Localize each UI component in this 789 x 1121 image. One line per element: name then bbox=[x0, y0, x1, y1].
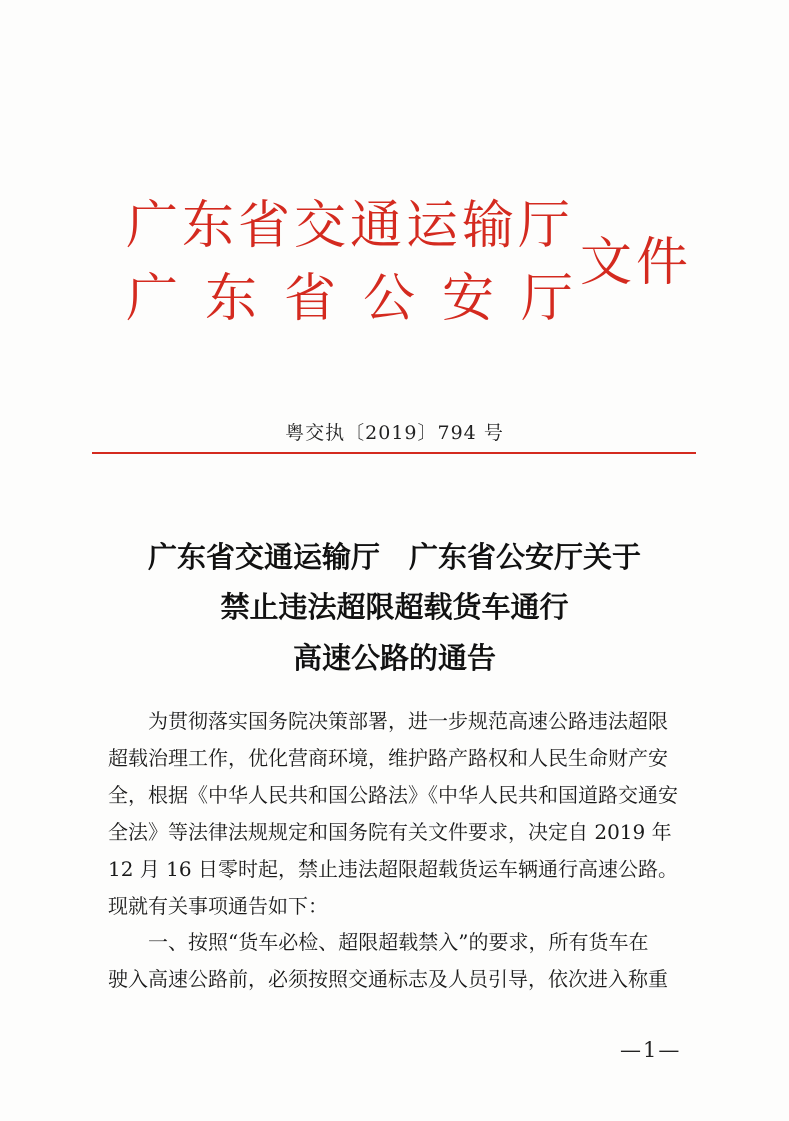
document-number: 粤交执〔2019〕794 号 bbox=[285, 422, 504, 444]
body-line: 为贯彻落实国务院决策部署，进一步规范高速公路违法超限 bbox=[108, 709, 668, 733]
body-line: 全，根据《中华人民共和国公路法》《中华人民共和国道路交通安 bbox=[108, 783, 678, 807]
document-title-line-1: 广东省交通运输厅 广东省公安厅关于 bbox=[147, 540, 641, 574]
issuer-public-security-department: 广东省公安厅 bbox=[126, 269, 601, 329]
red-divider-line bbox=[92, 452, 696, 454]
body-paragraph-2 bbox=[108, 924, 693, 998]
body-line: 超载治理工作，优化营商环境，维护路产路权和人民生命财产安 bbox=[108, 746, 668, 770]
body-line: 现就有关事项通告如下： bbox=[108, 894, 328, 918]
document-title-line-2: 禁止违法超限超载货车通行 bbox=[220, 590, 569, 624]
body-line: 12 月 16 日零时起，禁止违法超限超载货运车辆通行高速公路。 bbox=[108, 857, 678, 881]
body-line: 一、按照“货车必检、超限超载禁入”的要求，所有货车在 bbox=[108, 930, 649, 954]
document-kind-label: 文件 bbox=[580, 233, 693, 293]
page-number: —1— bbox=[620, 1038, 682, 1062]
body-paragraph-1 bbox=[108, 703, 693, 925]
issuer-transport-department: 广东省交通运输厅 bbox=[126, 196, 575, 256]
document-title-line-3: 高速公路的通告 bbox=[292, 641, 496, 675]
body-line: 驶入高速公路前，必须按照交通标志及人员引导，依次进入称重 bbox=[108, 967, 668, 991]
body-line: 全法》等法律法规规定和国务院有关文件要求，决定自 2019 年 bbox=[108, 820, 672, 844]
